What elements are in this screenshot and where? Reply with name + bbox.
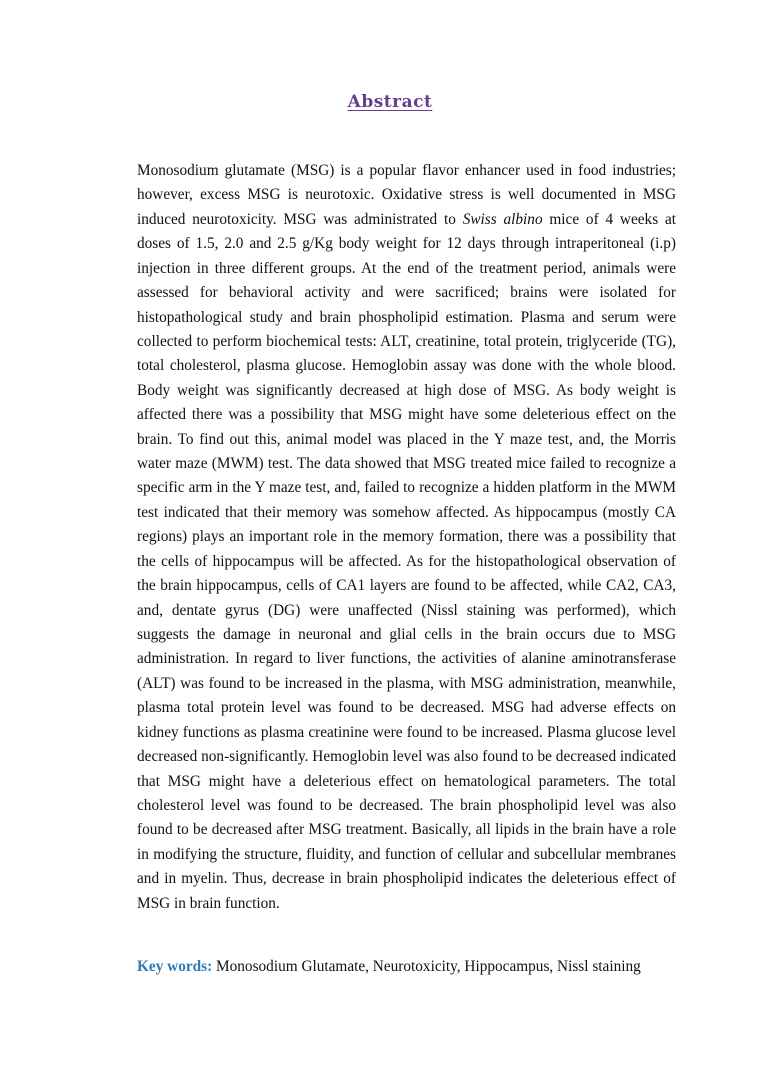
keywords-line bbox=[137, 955, 697, 979]
abstract-text-part-1: Monosodium glutamate (MSG) is a popular flavor enhancer used in food industries; however, excess MSG is neurotoxic. Oxidative stress is well documented in MSG induced neurotoxicity. MSG was administrated to bbox=[137, 162, 676, 228]
abstract-italic-species: Swiss albino bbox=[462, 210, 543, 228]
abstract-heading: Abstract bbox=[347, 92, 433, 112]
abstract-paragraph bbox=[137, 159, 676, 916]
abstract-text-part-2: mice of 4 weeks at doses of 1.5, 2.0 and 2.5 g/Kg body weight for 12 days through intraperitoneal (i.p) injection in three different groups. At the end of the treatment period, animals were assessed for behavioral activity and were sacrificed; brains were isolated for histopathological study and brain phospholipid estimation. Plasma and serum were collected to perform biochemical tests: ALT, creatinine, total protein, triglyceride (TG), total cholesterol, plasma glucose. Hemoglobin assay was done with the whole blood. Body weight was significantly decreased at high dose of MSG. As body weight is affected there was a possibility that MSG might have some deleterious effect on the brain. To find out this, animal model was placed in the Y maze test, and, the Morris water maze (MWM) test. The data showed that MSG treated mice failed to recognize a specific arm in the Y maze test, and, failed to recognize a hidden platform in the MWM test indicated that their memory was somehow affected. As hippocampus (mostly CA regions) plays an important role in the memory formation, there was a possibility that the cells of hippocampus will be affected. As for the histopathological observation of the brain hippocampus, cells of CA1 layers are found to be affected, while CA2, CA3, and, dentate gyrus (DG) were unaffected (Nissl staining was performed), which suggests the damage in neuronal and glial cells in the brain occurs due to MSG administration. In regard to liver functions, the activities of alanine aminotransferase (ALT) was found to be increased in the plasma, with MSG administration, meanwhile, plasma total protein level was found to be decreased. MSG had adverse effects on kidney functions as plasma creatinine were found to be increased. Plasma glucose level decreased non-significantly. Hemoglobin level was also found to be decreased indicated that MSG might have a deleterious effect on hematological parameters. The total cholesterol level was found to be decreased. The brain phospholipid level was also found to be decreased after MSG treatment. Basically, all lipids in the brain have a role in modifying the structure, fluidity, and function of cellular and subcellular membranes and in myelin. Thus, decrease in brain phospholipid indicates the deleterious effect of MSG in brain function. bbox=[137, 210, 676, 912]
keywords-label: Key words: bbox=[137, 958, 213, 975]
keywords-list: Monosodium Glutamate, Neurotoxicity, Hippocampus, Nissl staining bbox=[216, 958, 641, 975]
